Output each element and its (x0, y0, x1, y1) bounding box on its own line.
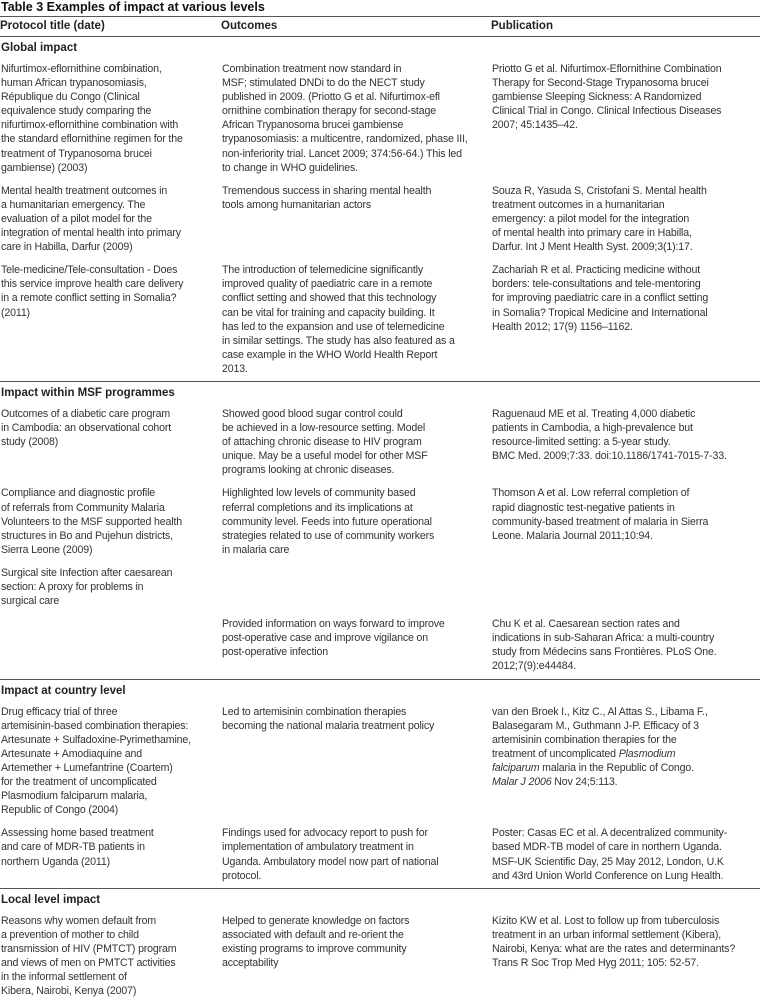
protocol-cell: Assessing home based treatment and care of MDR-TB patients in northern Uganda (2011) (1, 827, 154, 868)
protocol-cell: Nifurtimox-eflornithine combination, human African trypanosomiasis, République du Congo (Clinical equivalence study comparing the nifurtimox-eflornithine combination with the standard eflornithine regimen for the treatment of Trypanosoma brucei gambiense) (2003) (1, 63, 183, 174)
publication-cell: Poster: Casas EC et al. A decentralized community- based MDR-TB model of care in northern Uganda. MSF-UK Scientific Day, 25 May 2012, London, U.K and 43rd Union World Conference on Lung Health. (492, 827, 728, 882)
protocol-cell: Reasons why women default from a prevention of mother to child transmission of HIV (PMTCT) program and views of men on PMTCT activities in the informal settlement of Kibera, Nairobi, Kenya (2007) (1, 914, 177, 998)
publication-cell: Souza R, Yasuda S, Cristofani S. Mental health treatment outcomes in a humanitarian emergency: a pilot model for the integration of mental health into primary care in Habilla, Darfur. Int J Ment Health Syst. 2009;3(1):17. (492, 184, 707, 254)
text-span: van den Broek I., Kitz C., Al Attas S., Libama F., Balasegaram M., Guthmann J-P. Efficacy of 3 artemisinin combination therapies for the treatment of uncomplicated (492, 705, 708, 760)
protocol-cell (0, 613, 221, 678)
table-row (0, 180, 760, 259)
outcomes-cell: Combination treatment now standard in MSF; stimulated DNDi to do the NECT study published in 2009. (Priotto G et al. Nifurtimox-efl ornithine combination therapy for second-stage African Trypanosoma brucei gambiense trypanosomiasis: a multicentre, randomized, phase III, non-inferiority trial. Lancet 2009; 374:56-64.) This led to change in WHO guidelines. (222, 63, 468, 174)
publication-cell (491, 562, 760, 613)
table-row (0, 403, 760, 482)
text-span: Nov 24;5:113. (551, 776, 618, 789)
italic-text: Plasmodium falciparum (492, 747, 676, 774)
section-heading: Global impact (1, 42, 78, 54)
outcomes-cell: Findings used for advocacy report to push for implementation of ambulatory treatment in Uganda. Ambulatory model now part of national protocol. (222, 827, 439, 882)
protocol-cell: Drug efficacy trial of three artemisinin-based combination therapies: Artesunate + Sulfadoxine-Pyrimethamine, Artesunate + Amodiaquine and Artemether + Lumefantrine (Coartem) for the treatment of uncomplicated Plasmodium falciparum malaria, Republic of Congo (2004) (1, 705, 191, 817)
section-heading: Local level impact (1, 893, 101, 906)
text-span: malaria in the Republic of Congo. (542, 761, 694, 774)
protocol-cell: Compliance and diagnostic profile of referrals from Community Malaria Volunteers to the MSF supported health structures in Bo and Pujehun districts, Sierra Leone (2009) (1, 487, 182, 556)
outcomes-cell: Helped to generate knowledge on factors associated with default and re-orient the existing programs to improve community acceptability (222, 914, 410, 969)
outcomes-cell: Showed good blood sugar control could be achieved in a low-resource setting. Model of attaching chronic disease to HIV program unique. May be a useful model for other MSF programs looking at chronic diseases. (222, 407, 428, 477)
table-body (0, 37, 760, 1003)
table-row (0, 701, 760, 823)
column-header-publication: Publication (491, 20, 553, 32)
outcomes-cell: Led to artemisinin combination therapies becoming the national malaria treatment policy (222, 705, 435, 732)
publication-cell (491, 701, 760, 823)
outcomes-cell (221, 562, 491, 613)
outcomes-cell: Provided information on ways forward to improve post-operative case and improve vigilance on post-operative infection (222, 618, 445, 659)
table-row (0, 562, 760, 613)
publication-cell: Chu K et al. Caesarean section rates and indications in sub-Saharan Africa: a multi-country study from Médecins sans Frontières. PLoS One. 2012;7(9):e44484. (492, 618, 717, 673)
publication-cell: Zachariah R et al. Practicing medicine without borders: tele-consultations and tele-mentoring for improving paediatric care in a conflict setting in Somalia? Tropical Medicine and International Health 2012; 17(9) 1156–1162. (492, 264, 709, 333)
outcomes-cell: The introduction of telemedicine significantly improved quality of paediatric care in a remote conflict setting and showed that this technology can be vital for training and capacity building. It has led to the expansion and use of telemedicine in similar settings. The study has also featured as a case example in the WHO World Health Report 2013. (222, 264, 455, 375)
column-header-outcomes: Outcomes (221, 20, 278, 32)
italic-text: Malar J 2006 (492, 776, 552, 789)
protocol-cell: Outcomes of a diabetic care program in Cambodia: an observational cohort study (2008) (1, 407, 172, 449)
publication-cell: Raguenaud ME et al. Treating 4,000 diabetic patients in Cambodia, a high-prevalence but resource-limited setting: a 5-year study. BMC Med. 2009;7:33. doi:10.1186/1741-7015-7-33. (492, 407, 727, 463)
column-header-protocol: Protocol title (date) (0, 20, 105, 32)
protocol-cell: Mental health treatment outcomes in a humanitarian emergency. The evaluation of a pilot model for the integration of mental health into primary care in Habilla, Darfur (2009) (1, 184, 181, 254)
table-row (0, 822, 760, 887)
table-row (0, 58, 760, 180)
publication-cell: Kizito KW et al. Lost to follow up from tuberculosis treatment in an urban informal settlement (Kibera), Nairobi, Kenya: what are the rates and determinants? Trans R Soc Trop Med Hyg 2011; 105: 52-57. (492, 914, 736, 969)
section-heading: Impact within MSF programmes (1, 386, 175, 399)
section-heading: Impact at country level (1, 684, 126, 697)
table-row (0, 613, 760, 678)
table-row (0, 482, 760, 561)
publication-cell: Thomson A et al. Low referral completion of rapid diagnostic test-negative patients in community-based treatment of malaria in Sierra Leone. Malaria Journal 2011;10:94. (492, 487, 709, 542)
table-row (0, 910, 760, 1003)
table-row (0, 259, 760, 381)
protocol-cell: Surgical site Infection after caesarean section: A proxy for problems in surgical care (1, 566, 173, 608)
outcomes-cell: Highlighted low levels of community based referral completions and its implications at community level. Feeds into future operational strategies related to use of community workers in malaria care (222, 487, 435, 556)
table-caption: Table 3 Examples of impact at various levels (1, 0, 265, 14)
outcomes-cell: Tremendous success in sharing mental health tools among humanitarian actors (222, 184, 432, 211)
table-header (0, 17, 760, 36)
publication-cell: Priotto G et al. Nifurtimox-Eflornithine Combination Therapy for Second-Stage Trypanosoma brucei gambiense Sleeping Sickness: A Randomized Clinical Trial in Congo. Clinical Infectious Diseases 2007; 45:1435–42. (492, 63, 722, 132)
protocol-cell: Tele-medicine/Tele-consultation - Does this service improve health care delivery in a remote conflict setting in Somalia? (2011) (1, 264, 184, 319)
